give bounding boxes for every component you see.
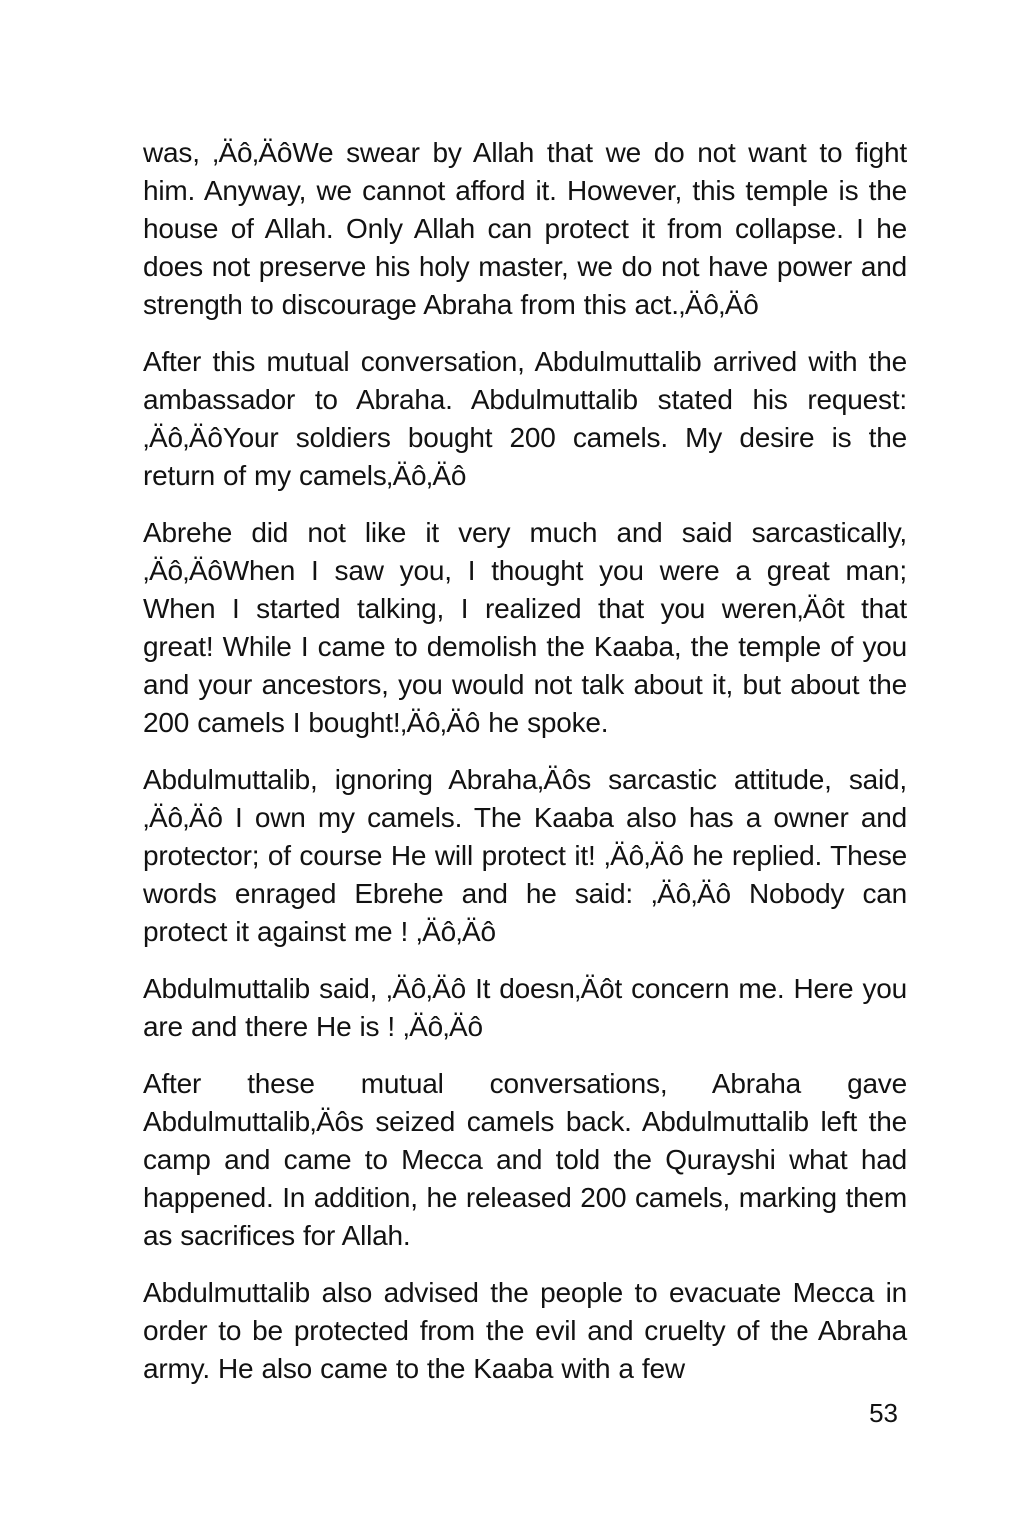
page-number: 53	[869, 1398, 898, 1428]
paragraph-6: After these mutual conversations, Abraha gave Abdulmuttalib‚Äôs seized camels back. Abdulmuttalib left the camp and came to Mecca and told the Qurayshi what had happened. In addition, he released 200 camels, marking them as sacrifices for Allah.	[143, 1068, 907, 1251]
paragraph-5: Abdulmuttalib said, ‚Äô‚Äô It doesn‚Äôt concern me. Here you are and there He is ! ‚Äô‚Äô	[143, 973, 907, 1042]
paragraph-1: was, ‚Äô‚ÄôWe swear by Allah that we do not want to fight him. Anyway, we cannot afford it. However, this temple is the house of Allah. Only Allah can protect it from collapse. I he does not preserve his holy master, we do not have power and strength to discourage Abraha from this act.‚Äô‚Äô	[143, 137, 907, 320]
paragraph-3: Abrehe did not like it very much and said sarcastically, ‚Äô‚ÄôWhen I saw you, I thought you were a great man; When I started talking, I realized that you weren‚Äôt that great! While I came to demolish the Kaaba, the temple of you and your ancestors, you would not talk about it, but about the 200 camels I bought!‚Äô‚Äô he spoke.	[143, 517, 907, 738]
paragraph-2: After this mutual conversation, Abdulmuttalib arrived with the ambassador to Abraha. Abdulmuttalib stated his request: ‚Äô‚ÄôYour soldiers bought 200 camels. My desire is the return of my camels‚Äô‚Äô	[143, 346, 907, 491]
body-text	[143, 134, 907, 1388]
paragraph-4: Abdulmuttalib, ignoring Abraha‚Äôs sarcastic attitude, said, ‚Äô‚Äô I own my camels. The Kaaba also has a owner and protector; of course He will protect it! ‚Äô‚Äô he replied. These words enraged Ebrehe and he said: ‚Äô‚Äô Nobody can protect it against me ! ‚Äô‚Äô	[143, 764, 907, 947]
paragraph-7: Abdulmuttalib also advised the people to evacuate Mecca in order to be protected from the evil and cruelty of the Abraha army. He also came to the Kaaba with a few	[143, 1277, 907, 1384]
